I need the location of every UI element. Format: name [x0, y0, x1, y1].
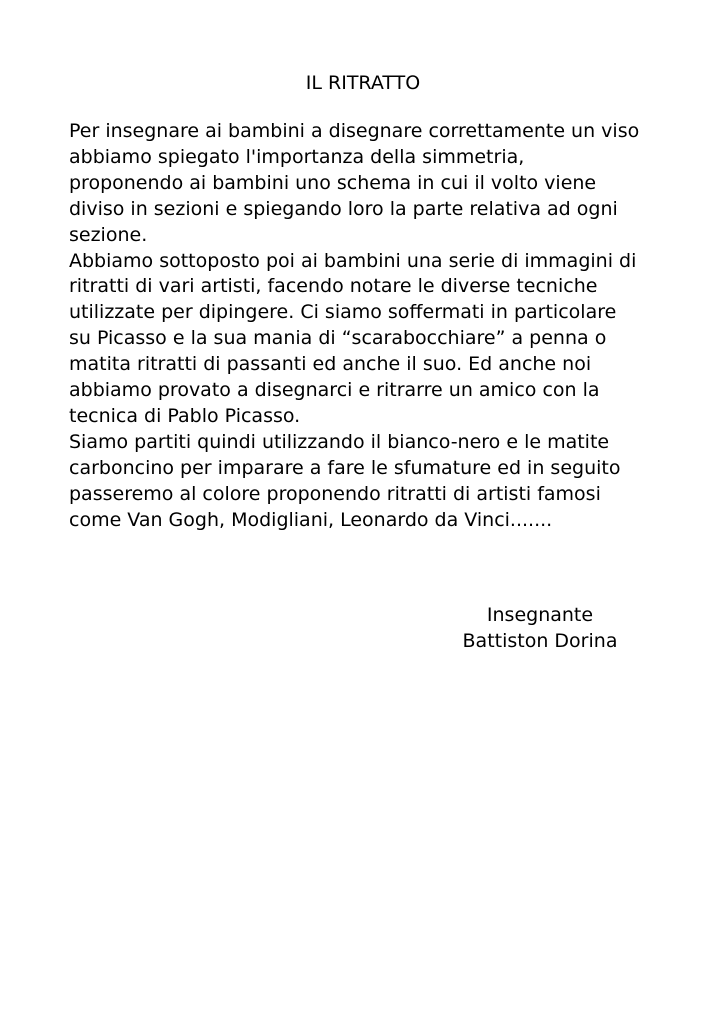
document-title: [0, 70, 724, 96]
body-line: Per insegnare ai bambini a disegnare correttamente un viso: [69, 120, 640, 142]
body-line: su Picasso e la sua mania di “scarabocchiare” a penna o: [69, 327, 607, 350]
body-line: sezione.: [69, 223, 148, 246]
document-body: [69, 119, 669, 534]
body-line: diviso in sezioni e spiegando loro la parte relativa ad ogni: [69, 197, 618, 220]
body-line: proponendo ai bambini uno schema in cui il volto viene: [69, 171, 597, 194]
body-line: matita ritratti di passanti ed anche il suo. Ed anche noi: [69, 353, 592, 376]
document-title-text: IL RITRATTO: [305, 72, 421, 94]
body-line: abbiamo provato a disegnarci e ritrarre un amico con la: [69, 379, 600, 402]
body-line: carboncino per imparare a fare le sfumature ed in seguito: [69, 456, 621, 479]
body-line: utilizzate per dipingere. Ci siamo soffermati in particolare: [69, 301, 617, 324]
signature-name: Battiston Dorina: [462, 630, 618, 652]
body-line: ritratti di vari artisti, facendo notare le diverse tecniche: [69, 275, 598, 298]
body-line: Siamo partiti quindi utilizzando il bianco-nero e le matite: [69, 430, 610, 453]
body-line: abbiamo spiegato l'importanza della simmetria,: [69, 145, 525, 168]
body-line: passeremo al colore proponendo ritratti di artisti famosi: [69, 482, 601, 505]
body-line: tecnica di Pablo Picasso.: [69, 404, 301, 427]
signature-block: [440, 602, 640, 654]
signature-role: Insegnante: [486, 604, 594, 626]
body-line: Abbiamo sottoposto poi ai bambini una serie di immagini di: [69, 249, 637, 272]
body-line: come Van Gogh, Modigliani, Leonardo da Vinci.......: [69, 508, 553, 531]
